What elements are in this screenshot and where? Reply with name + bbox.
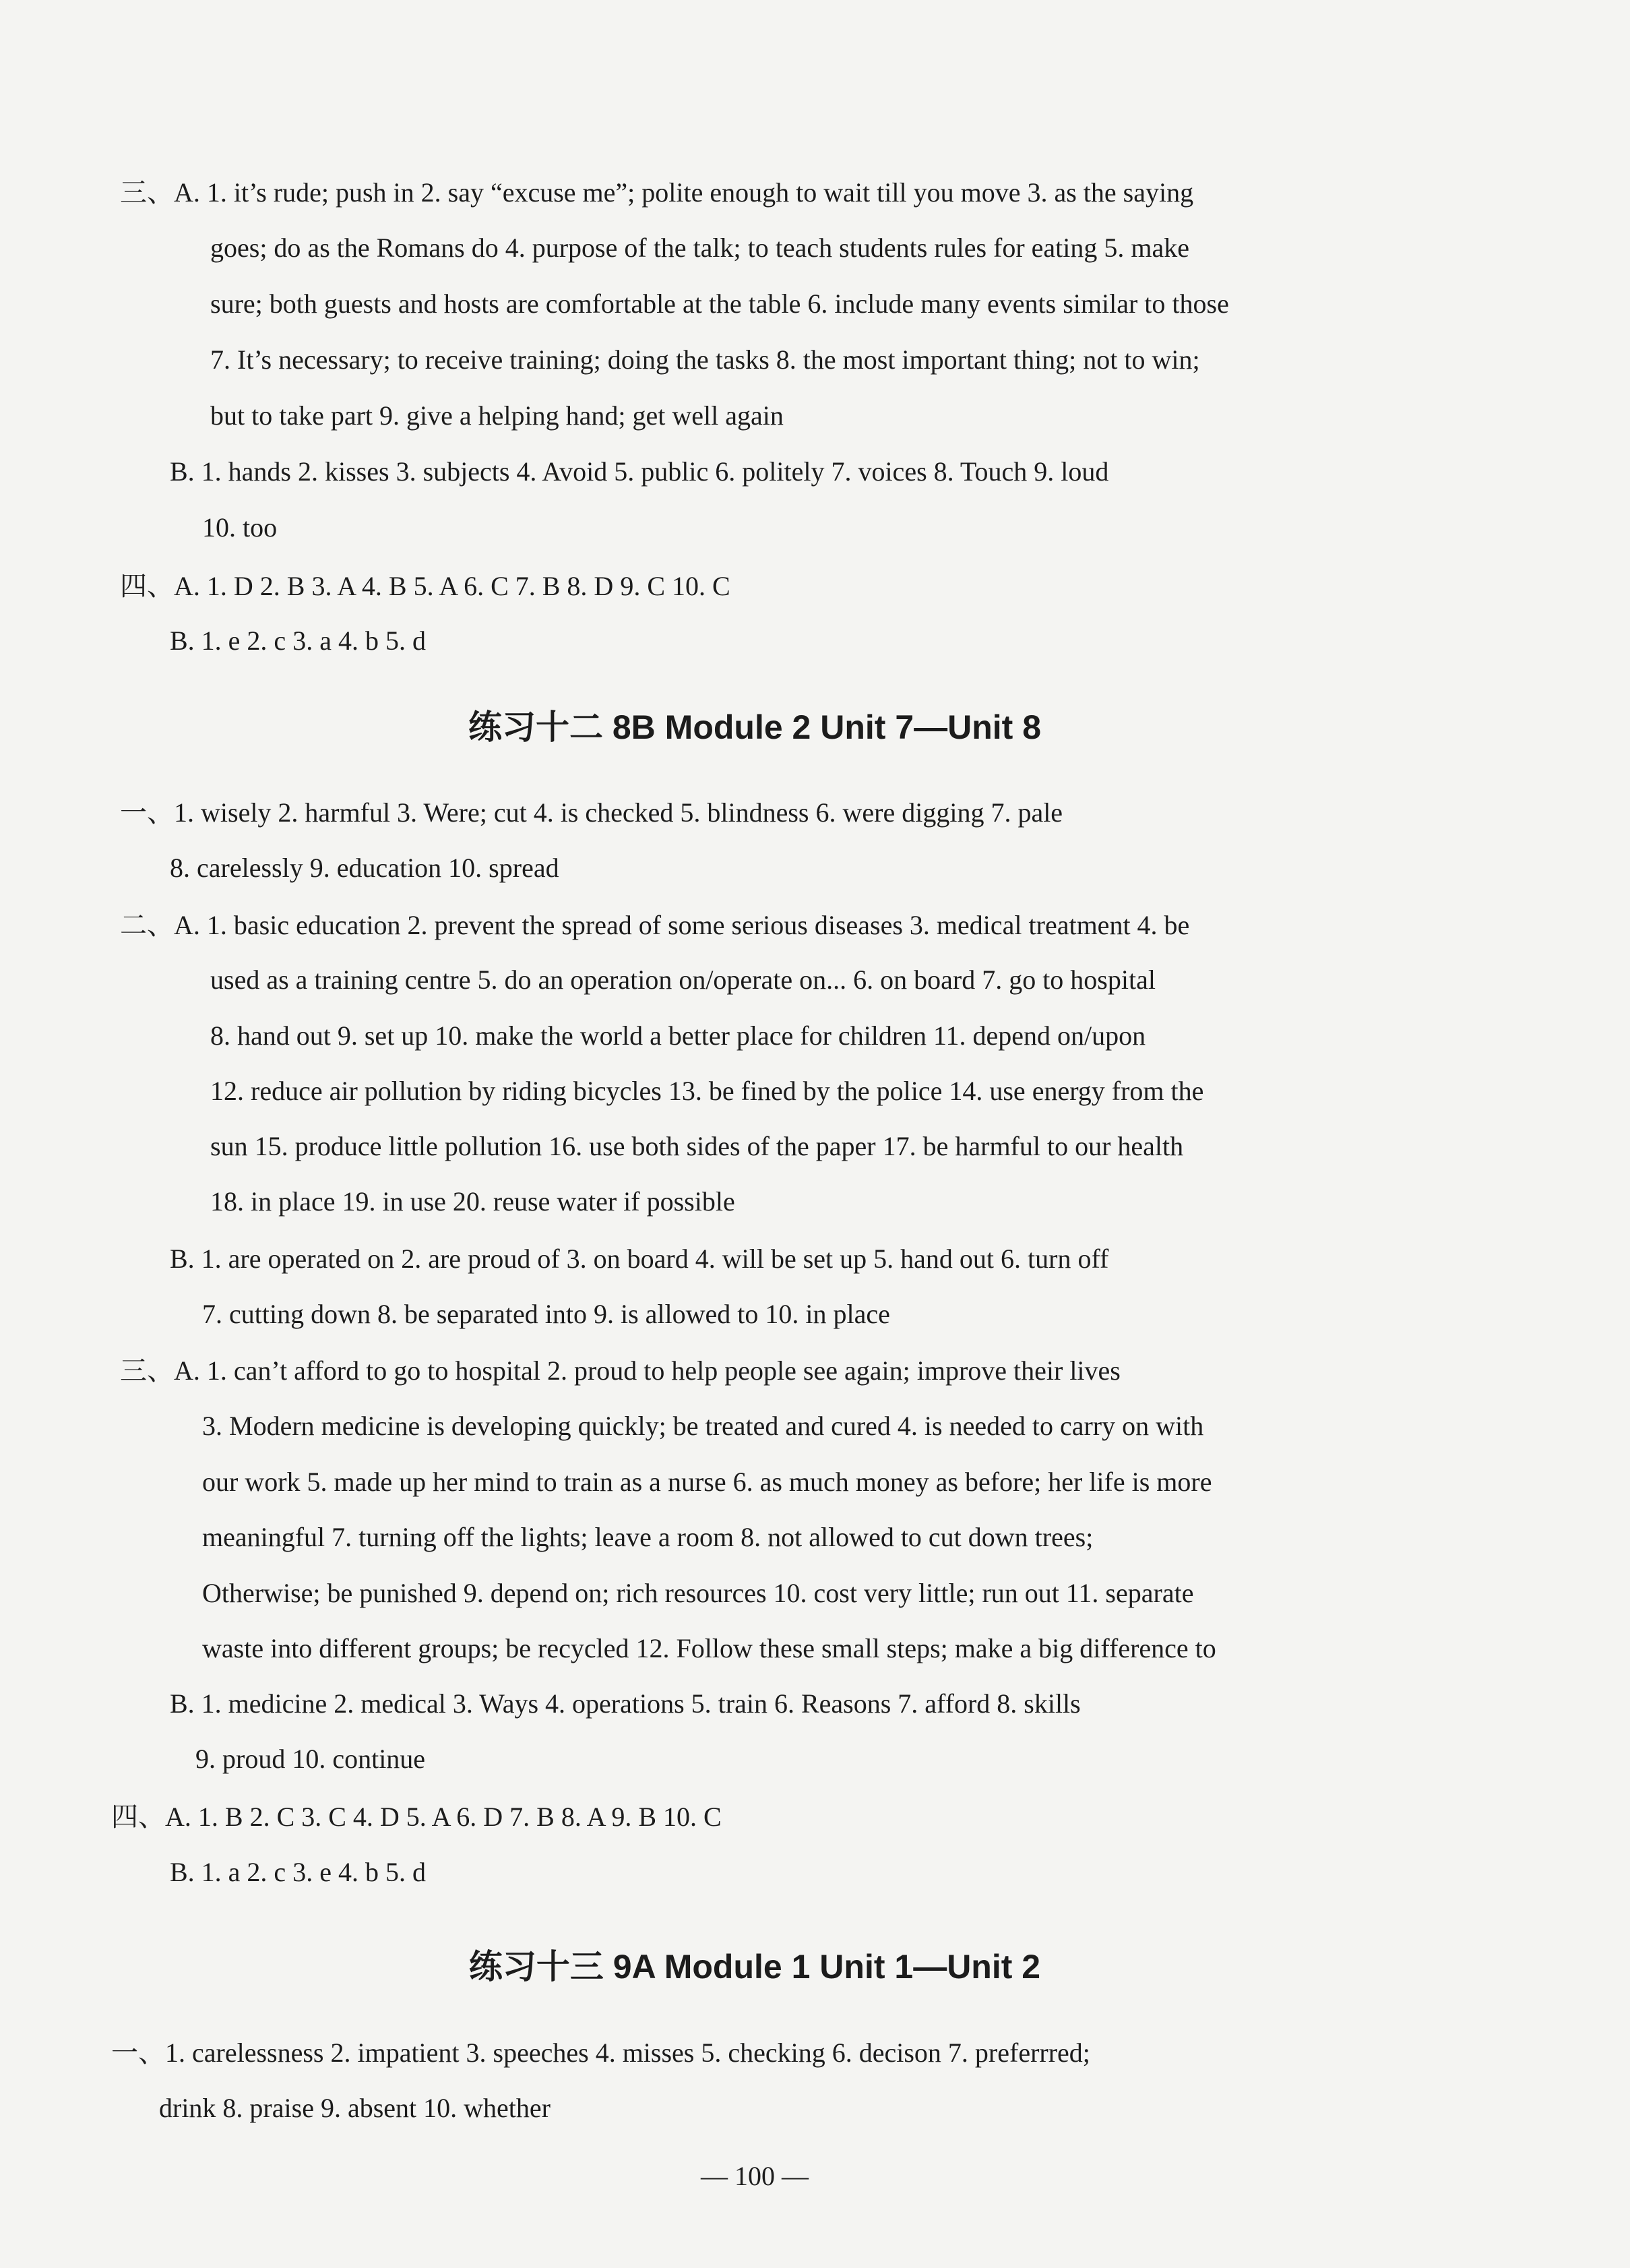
answer-line: B. 1. a 2. c 3. e 4. b 5. d <box>170 1857 426 1887</box>
answer-line: 一、1. wisely 2. harmful 3. Were; cut 4. is checked 5. blindness 6. were digging 7. pale <box>120 797 1063 828</box>
answer-line: 9. proud 10. continue <box>195 1744 426 1774</box>
answer-line: B. 1. e 2. c 3. a 4. b 5. d <box>170 625 426 656</box>
answer-line: used as a training centre 5. do an operation on/operate on... 6. on board 7. go to hospital <box>210 964 1156 995</box>
answer-line: 18. in place 19. in use 20. reuse water if possible <box>210 1186 735 1217</box>
answer-line: 3. Modern medicine is developing quickly; be treated and cured 4. is needed to carry on with <box>202 1411 1204 1441</box>
answer-line: 10. too <box>202 512 278 543</box>
page-number: — 100 — <box>701 2161 809 2191</box>
answer-line: 7. It’s necessary; to receive training; doing the tasks 8. the most important thing; not to win; <box>210 344 1200 375</box>
answer-line: but to take part 9. give a helping hand; get well again <box>210 400 784 431</box>
answer-line: B. 1. hands 2. kisses 3. subjects 4. Avoid 5. public 6. politely 7. voices 8. Touch 9. loud <box>170 456 1109 487</box>
answer-line: 四、A. 1. D 2. B 3. A 4. B 5. A 6. C 7. B 8. D 9. C 10. C <box>120 571 730 601</box>
answer-line: 8. hand out 9. set up 10. make the world a better place for children 11. depend on/upon <box>210 1020 1146 1051</box>
section-heading-13: 练习十三 9A Module 1 Unit 1—Unit 2 <box>468 1948 1041 1986</box>
answer-line: 一、1. carelessness 2. impatient 3. speeches 4. misses 5. checking 6. decison 7. preferrred; <box>111 2037 1090 2068</box>
answer-line: 三、A. 1. can’t afford to go to hospital 2. proud to help people see again; improve their lives <box>120 1355 1121 1386</box>
answer-line: 8. carelessly 9. education 10. spread <box>170 853 559 883</box>
answer-line: meaningful 7. turning off the lights; leave a room 8. not allowed to cut down trees; <box>202 1522 1094 1552</box>
answer-line: B. 1. are operated on 2. are proud of 3. on board 4. will be set up 5. hand out 6. turn off <box>170 1244 1109 1274</box>
answer-line: 12. reduce air pollution by riding bicycles 13. be fined by the police 14. use energy from the <box>210 1076 1204 1106</box>
answer-line: waste into different groups; be recycled 12. Follow these small steps; make a big difference to <box>202 1633 1216 1663</box>
answer-line: goes; do as the Romans do 4. purpose of the talk; to teach students rules for eating 5. make <box>210 233 1190 263</box>
answer-line: 四、A. 1. B 2. C 3. C 4. D 5. A 6. D 7. B 8. A 9. B 10. C <box>111 1802 722 1832</box>
answer-line: B. 1. medicine 2. medical 3. Ways 4. operations 5. train 6. Reasons 7. afford 8. skills <box>170 1688 1081 1719</box>
answer-line: 三、A. 1. it’s rude; push in 2. say “excuse me”; polite enough to wait till you move 3. as the saying <box>120 177 1194 208</box>
answer-line: our work 5. made up her mind to train as a nurse 6. as much money as before; her life is more <box>202 1467 1212 1497</box>
answer-line: 7. cutting down 8. be separated into 9. is allowed to 10. in place <box>202 1299 890 1329</box>
answer-line: sure; both guests and hosts are comfortable at the table 6. include many events similar to those <box>210 288 1229 319</box>
answer-line: sun 15. produce little pollution 16. use both sides of the paper 17. be harmful to our health <box>210 1131 1184 1161</box>
section-heading-12: 练习十二 8B Module 2 Unit 7—Unit 8 <box>468 708 1042 746</box>
answer-line: 二、A. 1. basic education 2. prevent the spread of some serious diseases 3. medical treatment 4. be <box>120 910 1190 940</box>
answer-line: drink 8. praise 9. absent 10. whether <box>159 2093 551 2123</box>
answer-line: Otherwise; be punished 9. depend on; rich resources 10. cost very little; run out 11. separate <box>202 1578 1194 1608</box>
